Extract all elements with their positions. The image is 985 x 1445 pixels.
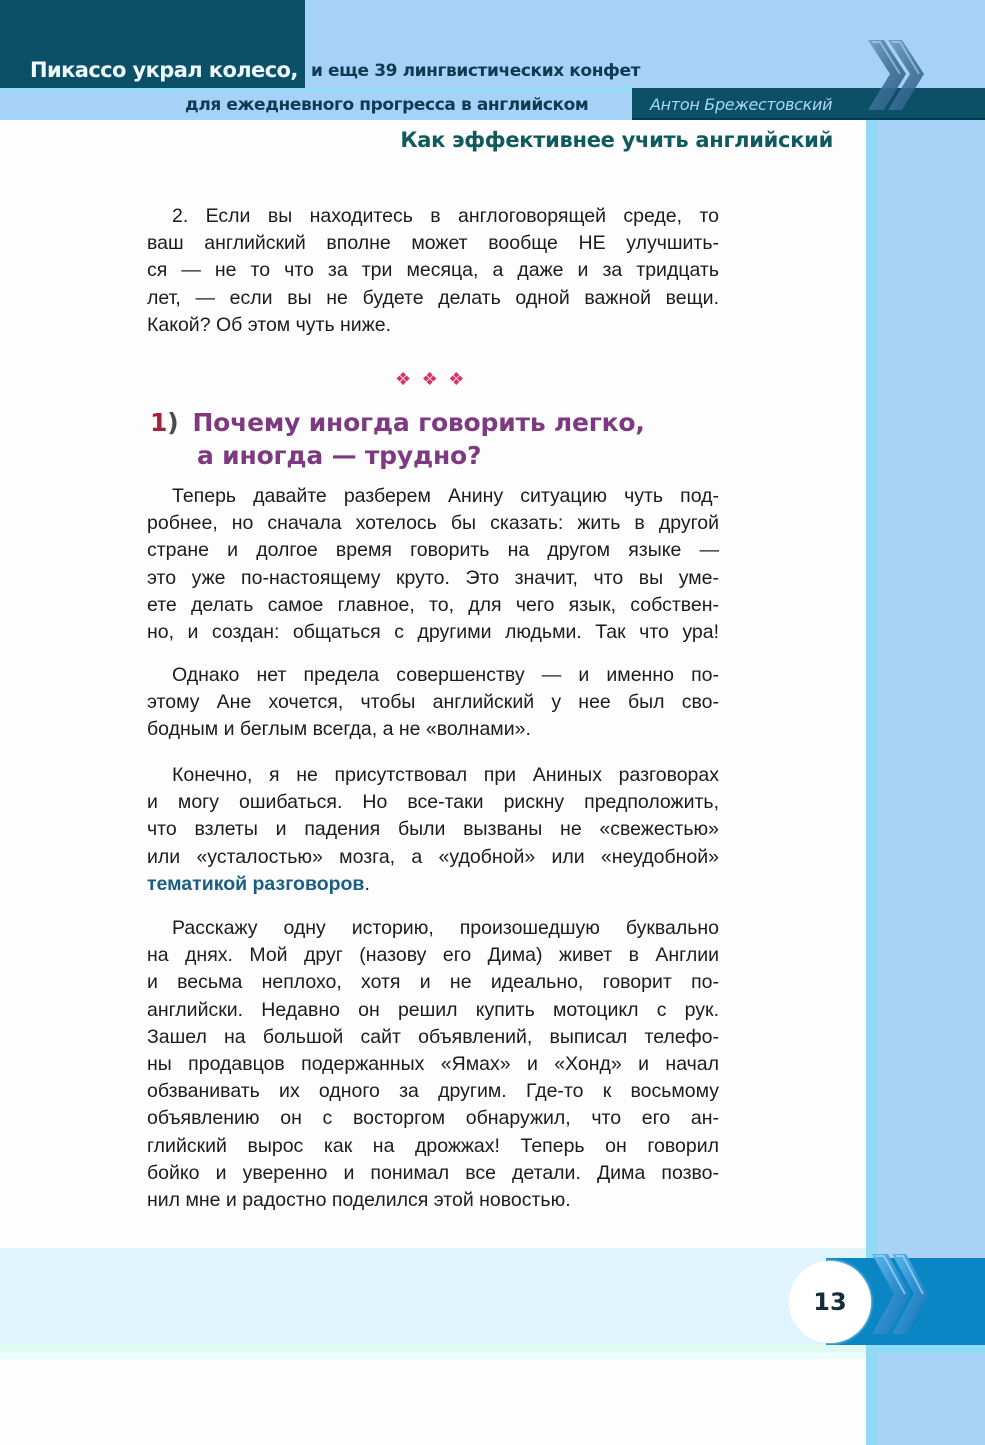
paragraph-2 [147,483,719,646]
text-line: глийский вырос как на дрожжах! Теперь он говорил [147,1134,719,1157]
ornament-icon: ❖ [395,369,412,389]
text-line: на днях. Мой друг (назову его Дима) живет в Англии [147,944,719,967]
right-margin-strip [866,0,985,1445]
text-line: ваш английский вполне может вообще НЕ улучшить- [147,232,719,255]
section-separator [395,369,464,390]
paragraph-1 [147,203,719,339]
text-line: Какой? Об этом чуть ниже. [147,313,391,336]
text-line: это уже по-настоящему круто. Это значит, что вы уме- [147,566,719,589]
text-line: нил мне и радостно поделился этой новостью. [147,1189,571,1212]
text-line: ны продавцов подержанных «Ямах» и «Хонд» и начал [147,1053,719,1076]
highlighted-term: тематикой разговоров [147,872,365,895]
text-line: бойко и уверенно и понимал все детали. Дима позво- [147,1161,719,1184]
book-author: Антон Брежестовский [650,95,833,114]
text-line: и весьма неплохо, хотя и не идеально, говорит по- [147,971,719,994]
text-line: Конечно, я не присутствовал при Аниных разговорах [172,764,719,786]
right-margin-strip-edge [866,120,878,1445]
ornament-icon: ❖ [448,369,465,389]
text-punctuation: . [364,872,370,895]
text-line: робнее, но сначала хотелось бы сказать: жить в другой [147,512,719,535]
double-chevron-right-icon [868,1252,934,1336]
text-line: Расскажу одну историю, произошедшую буквально [172,917,719,939]
text-line: ся — не то что за три месяца, а даже и за тридцать [147,259,719,282]
book-subtitle: для ежедневного прогресса в английском [185,95,589,115]
text-line: или «усталостью» мозга, а «удобной» или «неудобной» [147,845,719,868]
footer-page-tab-edge [866,1345,985,1353]
footer-band [0,1248,866,1344]
section-number: 1 [150,408,168,437]
double-chevron-right-icon [862,38,932,112]
section-heading-line-2: а иногда — трудно? [197,441,482,470]
text-line: ете делать самое главное, то, для чего язык, собствен- [147,593,719,616]
ornament-icon: ❖ [421,369,438,389]
text-line: что взлеты и падения были вызваны не «свежестью» [147,818,719,841]
section-number-paren: ) [167,408,179,437]
page-number: 13 [813,1288,847,1316]
text-line: Однако нет предела совершенству — и именно по- [172,664,719,686]
text-line: обзванивать их одного за другим. Где-то к восьмому [147,1080,719,1103]
paragraph-5 [147,915,719,1214]
text-line: 2. Если вы находитесь в англоговорящей среде, то [172,205,719,227]
text-line: этому Ане хочется, чтобы английский у нее был сво- [147,691,719,714]
section-heading [150,406,645,472]
footer-band-edge [0,1344,866,1352]
text-line: стране и долгое время говорить на другом языке — [147,539,719,562]
text-line [147,871,719,898]
text-line: объявлению он с восторгом обнаружил, что его ан- [147,1107,719,1130]
text-line: и могу ошибаться. Но все-таки рискну предположить, [147,791,719,814]
paragraph-3 [147,662,719,744]
chapter-title: Как эффективнее учить английский [400,128,833,152]
footer-band-edge [0,1352,866,1359]
section-heading-line-1: Почему иногда говорить легко, [192,408,645,437]
paragraph-4 [147,762,719,898]
text-line: лет, — если вы не будете делать одной важной вещи. [147,286,719,309]
text-line: бодным и беглым всегда, а не «волнами». [147,718,531,741]
text-line: Теперь давайте разберем Анину ситуацию чуть под- [172,485,719,507]
book-title-main: Пикассо украл колесо, [30,58,298,82]
book-title-rest: и еще 39 лингвистических конфет [311,61,641,81]
text-line: английски. Недавно он решил купить мотоцикл с рук. [147,998,719,1021]
text-line: но, и создан: общаться с другими людьми. Так что ура! [147,621,719,644]
text-line: Зашел на большой сайт объявлений, выписал телефо- [147,1025,719,1048]
